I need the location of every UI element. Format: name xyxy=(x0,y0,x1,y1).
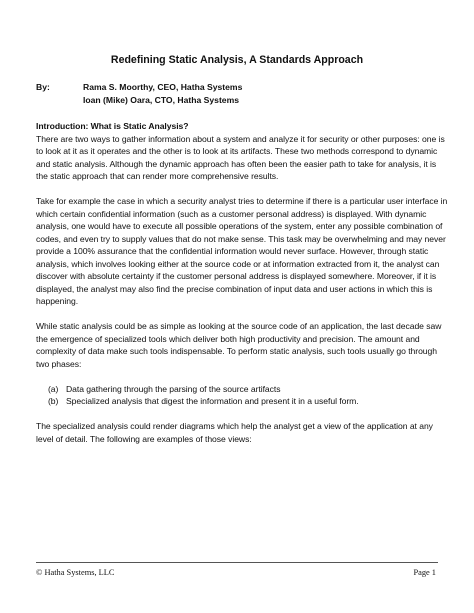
author-row xyxy=(36,81,242,94)
by-label: By: xyxy=(36,82,50,92)
author-block xyxy=(36,81,242,106)
list-item xyxy=(36,383,448,396)
paragraph: Take for example the case in which a security analyst tries to determine if there is a particular user interface in which certain confidential information (such as a customer personal address) is displayed. With dynamic analysis, one would have to execute all possible operations of the system, enter any possible combination of codes, and even try to supply values that do not make sense. This task may be overwhelming and may never provide a 100% assurance that the confidential information would never surface. However, through static analysis, which involves looking either at the source code or at information extracted from it, the analyst can discover with absolute certainty if the customer personal address is displayed somewhere. Moreover, if it is displayed, the analyst may also find the precise combination of input data and user actions in which this is happening. xyxy=(36,196,448,306)
footer-page-number: Page 1 xyxy=(413,568,436,577)
paragraph: The specialized analysis could render diagrams which help the analyst get a view of the application at any level of detail. The following are examples of those views: xyxy=(36,421,433,444)
author-name: Ioan (Mike) Oara, CTO, Hatha Systems xyxy=(83,94,240,105)
footer-divider xyxy=(36,562,438,563)
section-heading: Introduction: What is Static Analysis? xyxy=(36,121,189,131)
phase-list xyxy=(36,383,448,408)
document-body xyxy=(36,120,448,458)
document-title: Redefining Static Analysis, A Standards Approach xyxy=(110,54,364,66)
author-row xyxy=(36,94,242,107)
intro-paragraph xyxy=(36,120,448,183)
author-name: Rama S. Moorthy, CEO, Hatha Systems xyxy=(83,82,243,92)
paragraph-text: There are two ways to gather information about a system and analyze it for security or other purposes: one is to look at it as it operates and the other is to look at its artifacts. These two methods correspond to dynamic and static analysis. Although the dynamic approach has often been the easier path to take for analysis, it is the static approach that can render more comprehensive results. xyxy=(36,133,445,181)
footer-copyright: © Hatha Systems, LLC xyxy=(36,568,115,577)
list-marker: (b) xyxy=(48,396,59,406)
list-marker: (a) xyxy=(48,383,59,394)
list-item-text: Specialized analysis that digest the information and present it in a useful form. xyxy=(66,396,359,406)
paragraph: While static analysis could be as simple as looking at the source code of an application, the last decade saw the emergence of specialized tools which deliver both high productivity and precision. The amount and complexity of data make such tools indispensable. To perform static analysis, such tools usually go through two phases: xyxy=(36,321,442,369)
list-item xyxy=(36,395,448,408)
list-item-text: Data gathering through the parsing of the source artifacts xyxy=(66,383,281,394)
